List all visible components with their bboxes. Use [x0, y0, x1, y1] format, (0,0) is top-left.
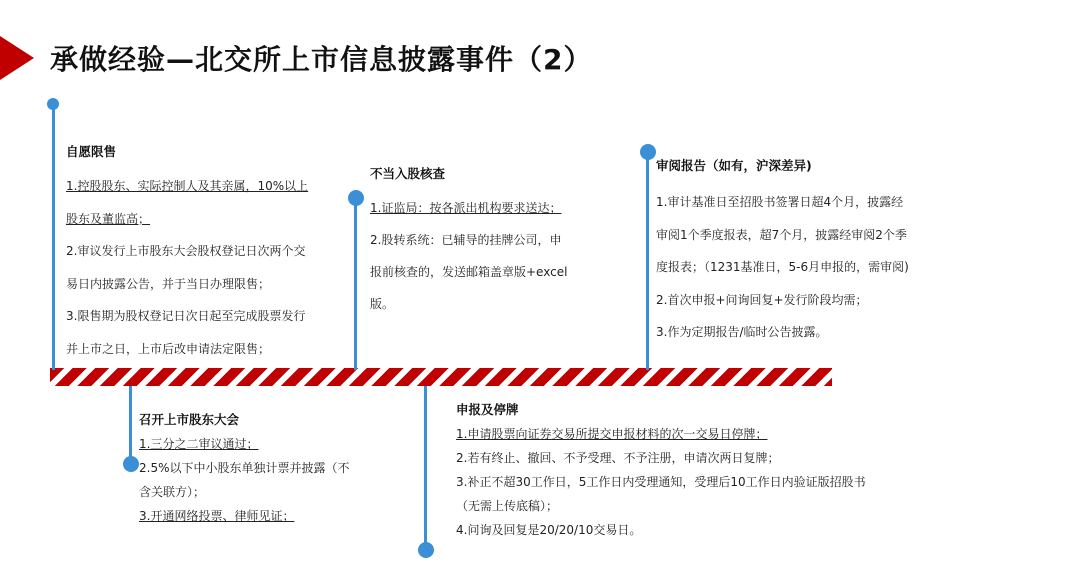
block-heading: 申报及停牌 — [456, 402, 519, 417]
block-line: 度报表；（1231基准日，5-6月申报的，需审阅) — [656, 260, 909, 274]
block-line: 审阅1个季度报表，超7个月，披露经审阅2个季 — [656, 227, 907, 242]
block-line: 2.首次申报+问询回复+发行阶段均需； — [656, 292, 868, 307]
block-line: （无需上传底稿）； — [456, 499, 559, 513]
block-line: 2.股转系统：已辅导的挂牌公司，申 — [370, 233, 562, 247]
connector-filing — [424, 386, 427, 550]
block-line: 含关联方）； — [139, 485, 206, 499]
timeline-dot-meeting — [123, 456, 139, 472]
block-line: 股东及董监高； — [66, 211, 151, 226]
block-line: 并上市之日，上市后改申请法定限售； — [66, 341, 271, 356]
block-line: 报前核查的，发送邮箱盖章版+excel — [370, 265, 568, 279]
connector-audit — [646, 152, 649, 370]
connector-lockup — [52, 104, 55, 370]
block-meeting — [139, 412, 350, 528]
connector-inquiry — [354, 198, 357, 370]
block-line: 2.5%以下中小股东单独计票并披露（不 — [139, 461, 350, 475]
block-line: 2.审议发行上市股东大会股权登记日次两个交 — [66, 244, 306, 258]
block-line: 1.申请股票向证券交易所提交申报材料的次一交易日停牌； — [456, 427, 768, 441]
timeline-dot-filing — [418, 542, 434, 558]
block-heading: 审阅报告（如有，沪深差异) — [656, 158, 812, 173]
block-filing — [456, 402, 866, 542]
block-line: 版。 — [370, 297, 395, 311]
block-heading: 召开上市股东大会 — [139, 412, 240, 427]
block-lockup — [66, 144, 308, 365]
block-line: 1.审计基准日至招股书签署日超4个月，披露经 — [656, 195, 904, 209]
block-line: 2.若有终止、撤回、不予受理、不予注册，申请次两日复牌； — [456, 451, 780, 465]
block-heading: 自愿限售 — [66, 144, 117, 159]
timeline-band — [50, 368, 832, 386]
page-title: 承做经验—北交所上市信息披露事件（2） — [50, 43, 593, 76]
block-line: 3.补正不超30工作日，5工作日内受理通知，受理后10工作日内验证版招股书 — [456, 475, 866, 489]
block-line: 3.限售期为股权登记日次日起至完成股票发行 — [66, 309, 306, 323]
title-accent-triangle — [0, 36, 34, 80]
connector-meeting — [129, 386, 132, 464]
block-inquiry — [370, 166, 567, 320]
block-line: 1.三分之二审议通过； — [139, 437, 259, 451]
block-line: 1.证监局：按各派出机构要求送达； — [370, 201, 562, 215]
block-line: 4.问询及回复是20/20/10交易日。 — [456, 523, 642, 537]
block-line: 易日内披露公告，并于当日办理限售； — [66, 276, 271, 291]
block-heading: 不当入股核查 — [370, 166, 446, 181]
block-audit — [656, 158, 909, 349]
block-line: 3.作为定期报告/临时公告披露。 — [656, 325, 828, 339]
block-line: 1.控股股东、实际控制人及其亲属，10%以上 — [66, 179, 309, 193]
block-line: 3.开通网络投票、律师见证； — [139, 509, 295, 523]
